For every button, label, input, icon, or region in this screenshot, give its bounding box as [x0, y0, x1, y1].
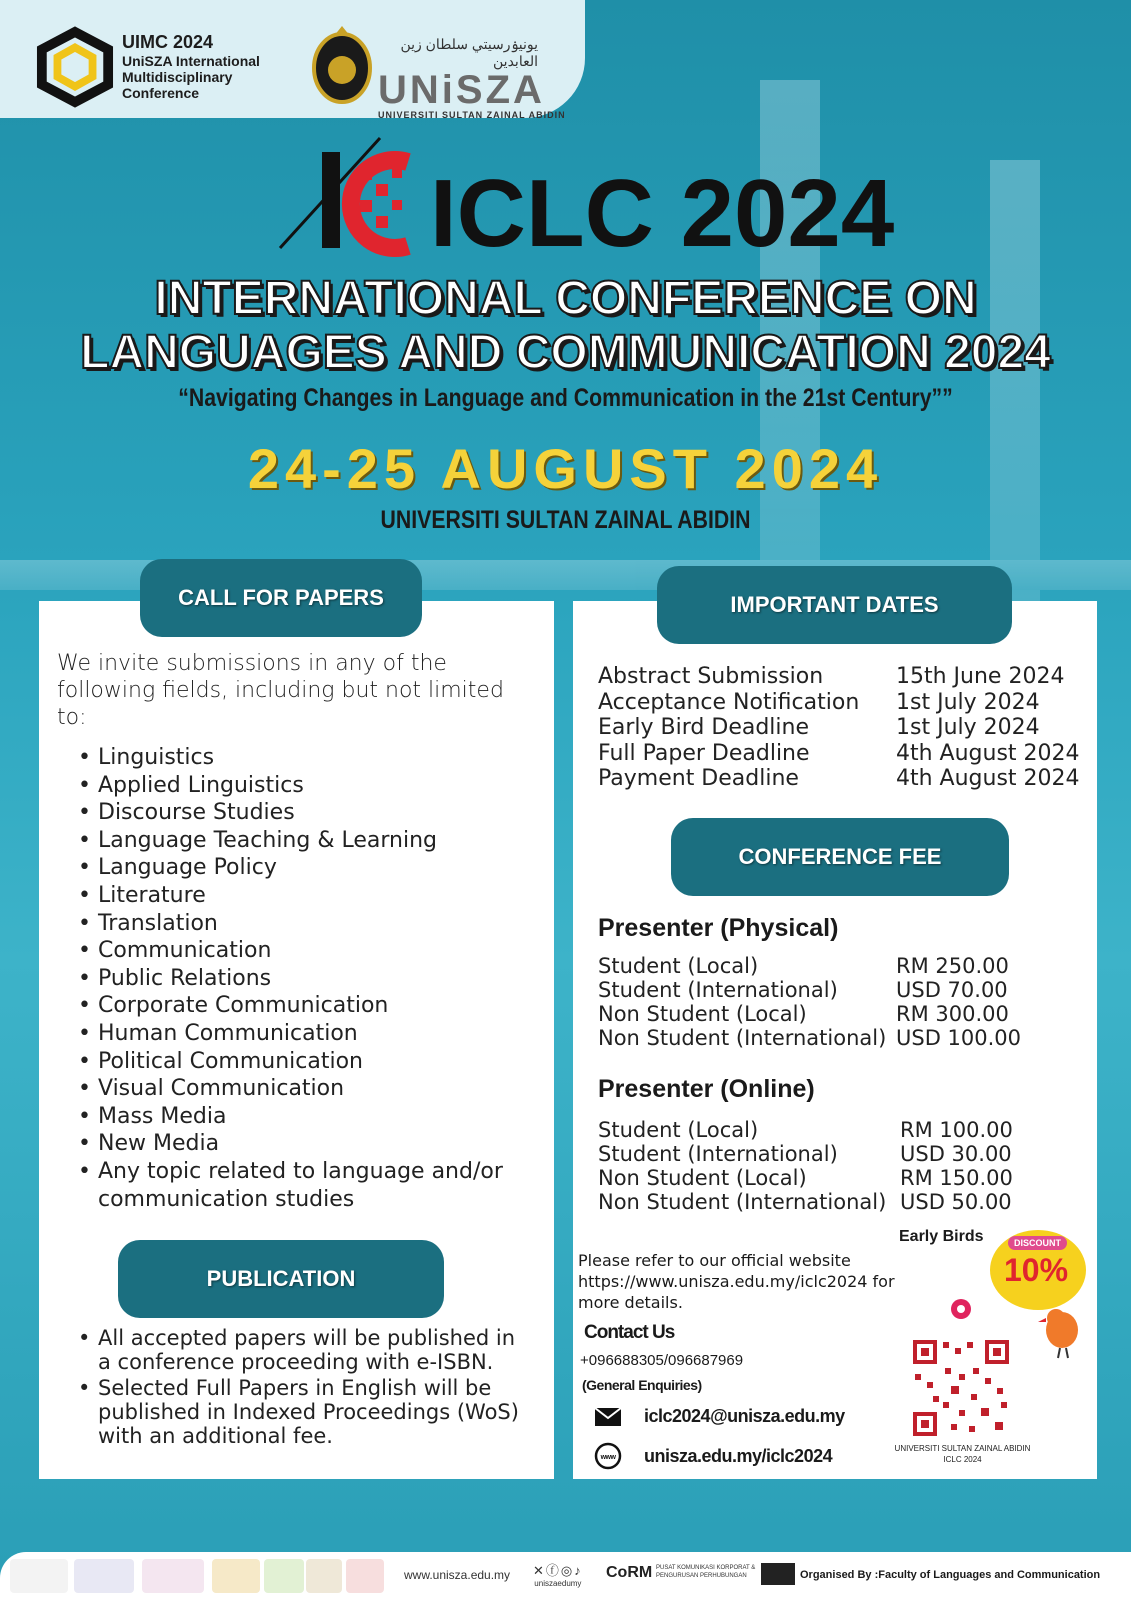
qr-code[interactable] — [911, 1338, 1011, 1438]
date-label: Abstract Submission — [598, 664, 824, 689]
list-item: • Translation — [78, 910, 538, 938]
organised-by: Organised By :Faculty of Languages and Communication — [800, 1569, 1101, 1581]
list-item: • Language Teaching & Learning — [78, 827, 538, 855]
list-item: • Applied Linguistics — [78, 772, 538, 800]
duitnow-icon — [948, 1298, 974, 1328]
myra-logo — [346, 1559, 384, 1593]
mail-icon — [594, 1407, 622, 1427]
conference-dates: 24-25 AUGUST 2024 — [247, 437, 884, 500]
contact-email[interactable]: iclc2024@unisza.edu.my — [644, 1406, 845, 1426]
footer-website[interactable]: www.unisza.edu.my — [404, 1568, 511, 1582]
social-handle: uniszaedumy — [534, 1579, 582, 1588]
qr-caption — [880, 1443, 1045, 1465]
date-value: 1st July 2024 — [896, 715, 1040, 740]
discount-value: 10% — [1004, 1252, 1069, 1288]
fee-label: Student (Local) — [598, 1118, 759, 1142]
fee-value: USD 70.00 — [896, 978, 1008, 1002]
list-item: • Corporate Communication — [78, 992, 538, 1020]
important-dates-table — [598, 664, 1080, 792]
heritage-logo — [306, 1559, 342, 1593]
contact-heading: Contact Us — [584, 1322, 675, 1343]
table-row — [598, 1026, 1021, 1050]
date-label: Acceptance Notification — [598, 689, 860, 715]
list-item: • All accepted papers will be published in a conference proceeding with e-ISBN. — [78, 1326, 533, 1374]
qr-caption-line1: UNIVERSITI SULTAN ZAINAL ABIDIN — [894, 1444, 1031, 1453]
corm-logo: CoRM — [606, 1564, 653, 1581]
date-value: 15th June 2024 — [896, 664, 1065, 689]
uimc-logo-icon — [36, 28, 114, 106]
list-item: • Political Communication — [78, 1048, 538, 1076]
table-row — [598, 1190, 1013, 1214]
physical-fee-table — [598, 954, 1021, 1050]
important-dates-heading: IMPORTANT DATES — [657, 566, 1012, 644]
list-item: • Any topic related to language and/or communication studies — [78, 1158, 538, 1213]
list-item: • Mass Media — [78, 1103, 538, 1131]
call-for-papers-intro: We invite submissions in any of the following fields, including but not limited to: — [57, 651, 504, 730]
footer-social — [533, 1560, 583, 1588]
qr-caption-line2: ICLC 2024 — [943, 1455, 982, 1464]
online-fee-table — [598, 1118, 1013, 1214]
contact-web-row — [594, 1442, 832, 1470]
faculty-logo — [761, 1563, 795, 1585]
bird-icon — [1036, 1300, 1086, 1360]
table-row — [598, 1142, 1013, 1166]
list-item: • Visual Communication — [78, 1075, 538, 1103]
social-icons[interactable]: ✕ⓕ◎♪ — [533, 1563, 583, 1578]
fee-value: USD 30.00 — [900, 1142, 1012, 1166]
uimc-sub1: UniSZA International — [122, 53, 260, 69]
uimc-title: UIMC 2024 — [122, 32, 214, 52]
table-row — [598, 766, 1080, 792]
early-birds-label: Early Birds — [899, 1228, 984, 1245]
fee-value: USD 50.00 — [900, 1190, 1012, 1214]
table-row — [598, 664, 1080, 690]
unisza-name: UNiSZA — [378, 68, 545, 112]
list-item: • Linguistics — [78, 744, 538, 772]
conference-theme: “Navigating Changes in Language and Communication in the 21st Century”” — [178, 384, 953, 412]
list-item: • Human Communication — [78, 1020, 538, 1048]
list-item: • Language Policy — [78, 854, 538, 882]
table-row — [598, 1166, 1013, 1190]
list-item: • Public Relations — [78, 965, 538, 993]
fee-label: Non Student (International) — [598, 1190, 887, 1214]
uimc-wordmark — [122, 32, 260, 101]
malaysia-madani-logo — [74, 1559, 134, 1593]
list-item: • Communication — [78, 937, 538, 965]
date-label: Payment Deadline — [598, 766, 799, 791]
contact-phone: +096688305/096687969 — [580, 1352, 744, 1369]
globe-icon — [594, 1442, 622, 1470]
conference-title-line1: INTERNATIONAL CONFERENCE ON — [154, 272, 977, 325]
physical-fee-heading: Presenter (Physical) — [598, 914, 839, 942]
unisza-emblem-icon — [310, 22, 374, 106]
conference-title-line2: LANGUAGES AND COMMUNICATION 2024 — [80, 326, 1051, 379]
date-value: 4th August 2024 — [896, 740, 1080, 766]
fee-label: Student (Local) — [598, 954, 759, 978]
table-row — [598, 1002, 1021, 1026]
list-item: • New Media — [78, 1130, 538, 1158]
corm-subtitle: PUSAT KOMUNIKASI KORPORAT & PENGURUSAN PERHUBUNGAN — [656, 1565, 756, 1579]
uimc-sub2: Multidisciplinary — [122, 69, 233, 85]
table-row — [598, 741, 1080, 767]
conference-fee-heading: CONFERENCE FEE — [671, 818, 1009, 896]
list-item: • Selected Full Papers in English will be published in Indexed Proceedings (WoS) with an additional fee. — [78, 1376, 533, 1448]
unisza-wordmark — [378, 36, 566, 120]
publication-heading: PUBLICATION — [118, 1240, 444, 1318]
fee-value: RM 300.00 — [896, 1002, 1009, 1026]
list-item: • Discourse Studies — [78, 799, 538, 827]
unisza-jawi: يونيۏرسيتي سلطان زين العابدين — [400, 36, 538, 69]
iclc-logo — [280, 138, 895, 267]
conference-title — [0, 272, 1131, 380]
online-fee-heading: Presenter (Online) — [598, 1075, 815, 1103]
uimc-sub3: Conference — [122, 85, 200, 101]
date-label: Early Bird Deadline — [598, 715, 809, 740]
contact-enquiries: (General Enquiries) — [582, 1377, 702, 1393]
table-row — [598, 690, 1080, 716]
topics-list — [78, 744, 538, 1213]
fee-value: RM 250.00 — [896, 954, 1009, 978]
conference-venue: UNIVERSITI SULTAN ZAINAL ABIDIN — [380, 506, 751, 534]
contact-email-row — [594, 1406, 845, 1427]
table-row — [598, 954, 1021, 978]
table-row — [598, 715, 1080, 741]
table-row — [598, 978, 1021, 1002]
date-value: 4th August 2024 — [896, 766, 1080, 791]
fee-value: RM 100.00 — [900, 1118, 1013, 1142]
fee-label: Student (International) — [598, 1142, 838, 1166]
discount-label: DISCOUNT — [1008, 1236, 1067, 1250]
the-rankings-logo — [142, 1559, 204, 1593]
contact-website[interactable]: unisza.edu.my/iclc2024 — [644, 1445, 833, 1466]
table-row — [598, 1118, 1013, 1142]
fee-label: Non Student (Local) — [598, 1002, 807, 1026]
fee-label: Non Student (International) — [598, 1026, 887, 1050]
list-item: • Literature — [78, 882, 538, 910]
date-label: Full Paper Deadline — [598, 740, 810, 766]
ilmu-logo — [10, 1559, 68, 1593]
fee-value: RM 150.00 — [900, 1166, 1013, 1190]
iclc-logo-text: ICLC 2024 — [430, 160, 895, 267]
date-value: 1st July 2024 — [896, 689, 1040, 715]
discount-badge — [990, 1230, 1086, 1310]
publication-list — [78, 1326, 533, 1450]
fee-label: Student (International) — [598, 978, 838, 1002]
website-note: Please refer to our official website https://www.unisza.edu.my/iclc2024 for more details. — [578, 1251, 895, 1312]
call-for-papers-heading: CALL FOR PAPERS — [140, 559, 422, 637]
fee-value: USD 100.00 — [896, 1026, 1022, 1050]
greenmetric-logo — [264, 1559, 304, 1593]
svg-text:www: www — [600, 1454, 616, 1461]
university-rankings-logo — [212, 1559, 260, 1593]
fee-label: Non Student (Local) — [598, 1166, 807, 1190]
unisza-full-name: UNIVERSITI SULTAN ZAINAL ABIDIN — [378, 110, 566, 120]
